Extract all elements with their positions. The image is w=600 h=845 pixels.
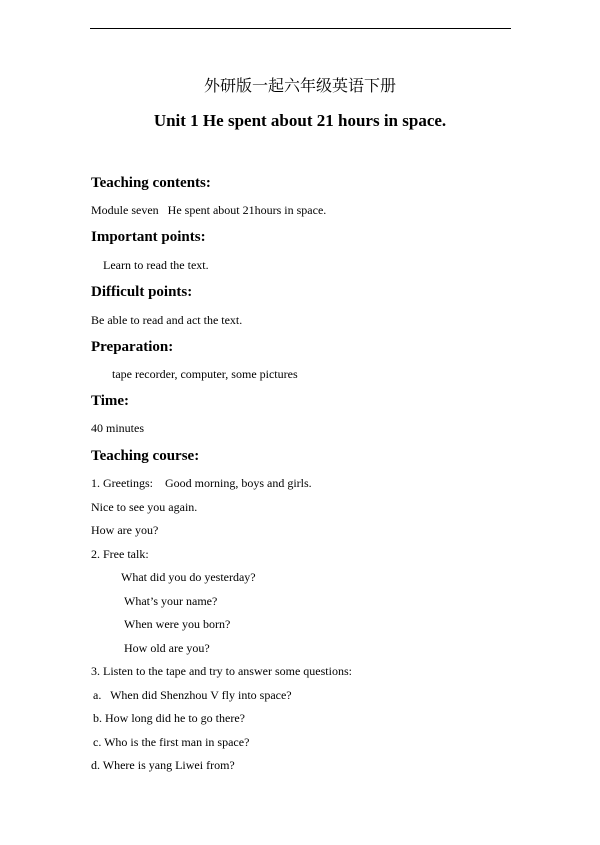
text-difficult-points: Be able to read and act the text. bbox=[91, 313, 243, 327]
course-line: b. How long did he to go there? bbox=[93, 711, 245, 725]
course-line: 1. Greetings: Good morning, boys and girls. bbox=[91, 476, 312, 490]
course-line: 3. Listen to the tape and try to answer some questions: bbox=[91, 664, 352, 678]
course-line: What’s your name? bbox=[124, 594, 218, 608]
course-line: How old are you? bbox=[124, 641, 210, 655]
course-line: c. Who is the first man in space? bbox=[93, 735, 250, 749]
document-title-unit: Unit 1 He spent about 21 hours in space. bbox=[153, 111, 447, 130]
text-important-points: Learn to read the text. bbox=[103, 258, 209, 272]
course-line: How are you? bbox=[91, 523, 159, 537]
header-rule bbox=[90, 28, 511, 29]
heading-important-points: Important points: bbox=[91, 229, 206, 245]
course-line: 2. Free talk: bbox=[91, 547, 149, 561]
document-title-chinese: 外研版一起六年级英语下册 bbox=[203, 76, 396, 95]
course-line: a. When did Shenzhou V fly into space? bbox=[93, 688, 292, 702]
course-line: Nice to see you again. bbox=[91, 500, 198, 514]
text-preparation: tape recorder, computer, some pictures bbox=[112, 367, 298, 381]
heading-preparation: Preparation: bbox=[91, 339, 174, 355]
heading-time: Time: bbox=[91, 393, 130, 409]
course-line: What did you do yesterday? bbox=[121, 570, 256, 584]
heading-teaching-contents: Teaching contents: bbox=[91, 175, 211, 191]
heading-difficult-points: Difficult points: bbox=[91, 284, 193, 300]
text-time: 40 minutes bbox=[91, 421, 144, 435]
heading-teaching-course: Teaching course: bbox=[91, 448, 200, 464]
course-line: d. Where is yang Liwei from? bbox=[91, 758, 235, 772]
text-teaching-contents: Module seven He spent about 21hours in space. bbox=[91, 203, 327, 217]
course-line: When were you born? bbox=[124, 617, 231, 631]
